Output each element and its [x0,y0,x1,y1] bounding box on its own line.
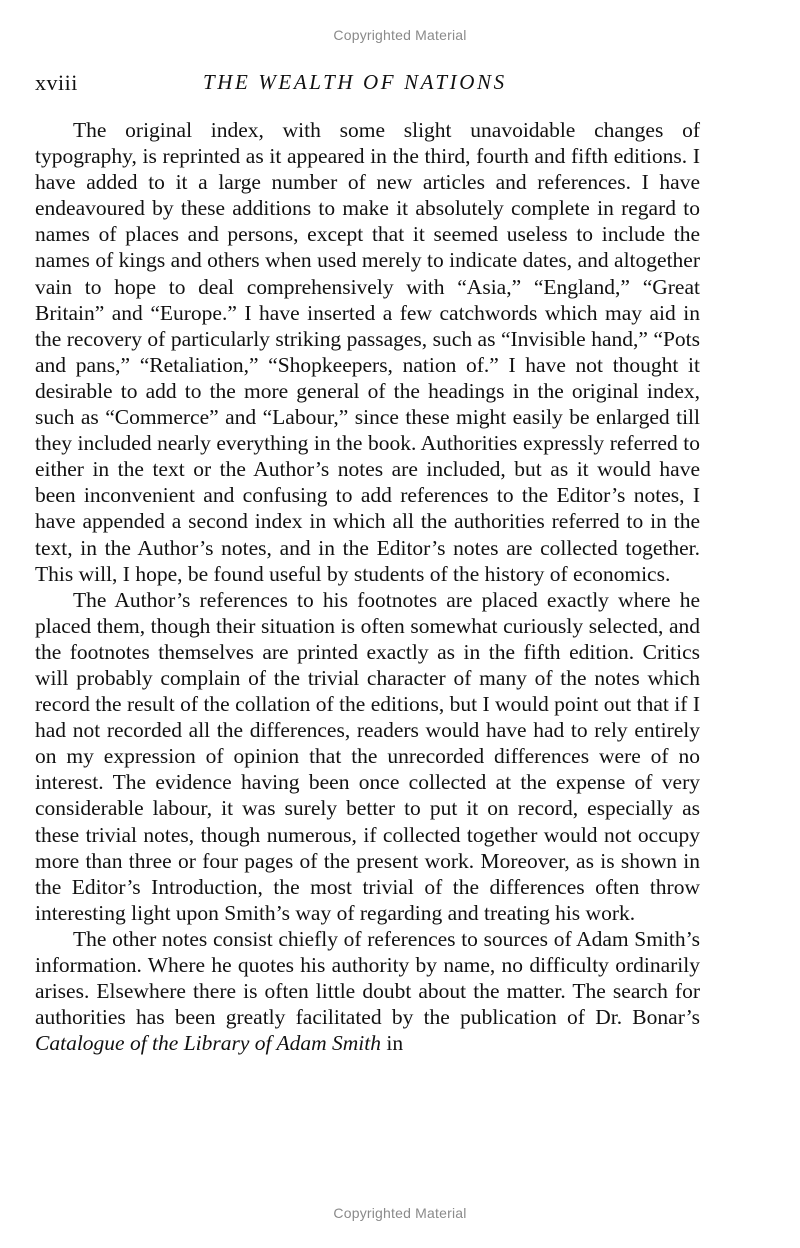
copyright-watermark-bottom: Copyrighted Material [333,1205,467,1221]
book-title-italic: Catalogue of the Library of Adam Smith [35,1031,381,1056]
running-title: THE WEALTH OF NATIONS [203,70,507,94]
page-number: xviii [35,70,78,95]
paragraph-footnotes: The Author’s references to his footnotes are placed exactly where he placed them, though their situation is often somewhat curiously selected, and the footnotes themselves are printed exactly as in the fifth edition. Critics will probably complain of the trivial character of many of the notes which record the result of the collation of the editions, but I would point out that if I had not recorded all the differences, readers would have had to rely entirely on my expression of opinion that the unrecorded differences were of no interest. The evidence having been once collected at the expense of very considerable labour, it was surely better to put it on record, especially as these trivial notes, though numerous, if collected together would not occupy more than three or four pages of the present work. Moreover, as is shown in the Editor’s Introduction, the most trivial of the differences often throw interesting light upon Smith’s way of regarding and treating his work. [35,587,700,925]
paragraph-text-after: in [381,1031,404,1056]
paragraph-index: The original index, with some slight unavoidable changes of typography, is reprinted as it appeared in the third, fourth and fifth editions. I have added to it a large number of new articles and references. I have endeavoured by these additions to make it absolutely complete in regard to names of places and persons, except that it seemed useless to include the names of kings and others when used merely to indicate dates, and altogether vain to hope to deal comprehensively with “Asia,” “England,” “Great Britain” and “Europe.” I have inserted a few catchwords which may aid in the recovery of particularly striking passages, such as “Invisible hand,” “Pots and pans,” “Retaliation,” “Shopkeepers, nation of.” I have not thought it desirable to add to the more general of the headings in the original index, such as “Commerce” and “Labour,” since these might easily be enlarged till they included nearly everything in the book. Authorities expressly referred to either in the text or the Author’s notes are included, but as it would have been inconvenient and confusing to add references to the Editor’s notes, I have appended a second index in which all the authorities referred to in the text, in the Author’s notes, and in the Editor’s notes are collected together. This will, I hope, be found useful by students of the history of economics. [35,118,700,586]
paragraph-other-notes [35,926,700,1056]
copyright-watermark-top: Copyrighted Material [333,27,467,43]
running-header [35,70,700,98]
body-text [35,117,700,1056]
paragraph-text-before: The other notes consist chiefly of references to sources of Adam Smith’s information. Where he quotes his authority by name, no difficulty ordinarily arises. Elsewhere there is often little doubt about the matter. The search for authorities has been greatly facilitated by the publication of Dr. Bonar’s [35,926,700,1030]
